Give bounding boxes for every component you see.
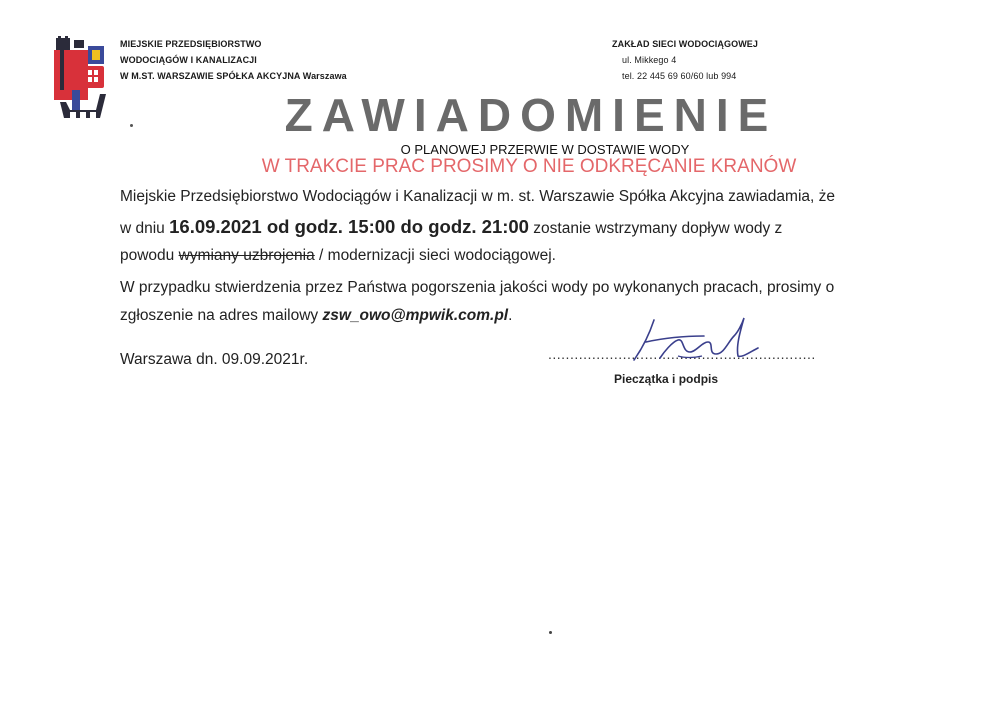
contact-email: zsw_owo@mpwik.com.pl [322,307,509,324]
signature-line: ............................................................. [548,346,816,362]
body-line-4: W przypadku stwierdzenia przez Państwa pogorszenia jakości wody po wykonanych pracach, prosimy o [120,279,835,296]
body-line-1: Miejskie Przedsiębiorstwo Wodociągów i Kanalizacji w m. st. Warszawie Spółka Akcyjna zawiadamia, że [120,188,835,205]
body-line-2-prefix: w dniu [120,220,170,237]
signature-icon [624,312,774,368]
body-line-3-suffix: / modernizacji sieci wodociągowej. [314,247,556,264]
outage-date-time: 16.09.2021 od godz. 15:00 do godz. 21:00 [169,216,529,237]
stamp-and-signature-label: Pieczątka i podpis [614,372,719,386]
body-line-3-prefix: powodu [120,247,179,264]
department-name: ZAKŁAD SIECI WODOCIĄGOWEJ [612,39,758,49]
department-address: ul. Mikkego 4 [622,55,677,65]
body-line-3 [120,247,920,265]
company-name-line-1: MIEJSKIE PRZEDSIĘBIORSTWO [120,39,262,49]
body-line-2 [120,216,920,238]
company-header [120,36,347,84]
notice-subtitle: O PLANOWEJ PRZERWIE W DOSTAWIE WODY [400,142,690,157]
body-line-5 [120,307,920,325]
department-phone: tel. 22 445 69 60/60 lub 994 [622,71,737,81]
body-line-5-suffix: . [508,307,513,324]
body-line-2-suffix: zostanie wstrzymany dopływ wody z [528,220,783,237]
company-name-line-2: WODOCIĄGÓW I KANALIZACJI [120,55,257,65]
issue-date: Warszawa dn. 09.09.2021r. [120,351,309,368]
notice-title: ZAWIADOMIENIE [284,89,778,141]
body-line-5-prefix: zgłoszenie na adres mailowy [120,307,323,324]
notice-warning: W TRAKCIE PRAC PROSIMY O NIE ODKRĘCANIE KRANÓW [261,156,797,177]
department-header [612,36,758,84]
company-name-line-3: W M.ST. WARSZAWIE SPÓŁKA AKCYJNA Warszawa [120,71,347,81]
struck-out-reason: wymiany uzbrojenia [178,247,315,264]
scan-speck [549,631,552,634]
